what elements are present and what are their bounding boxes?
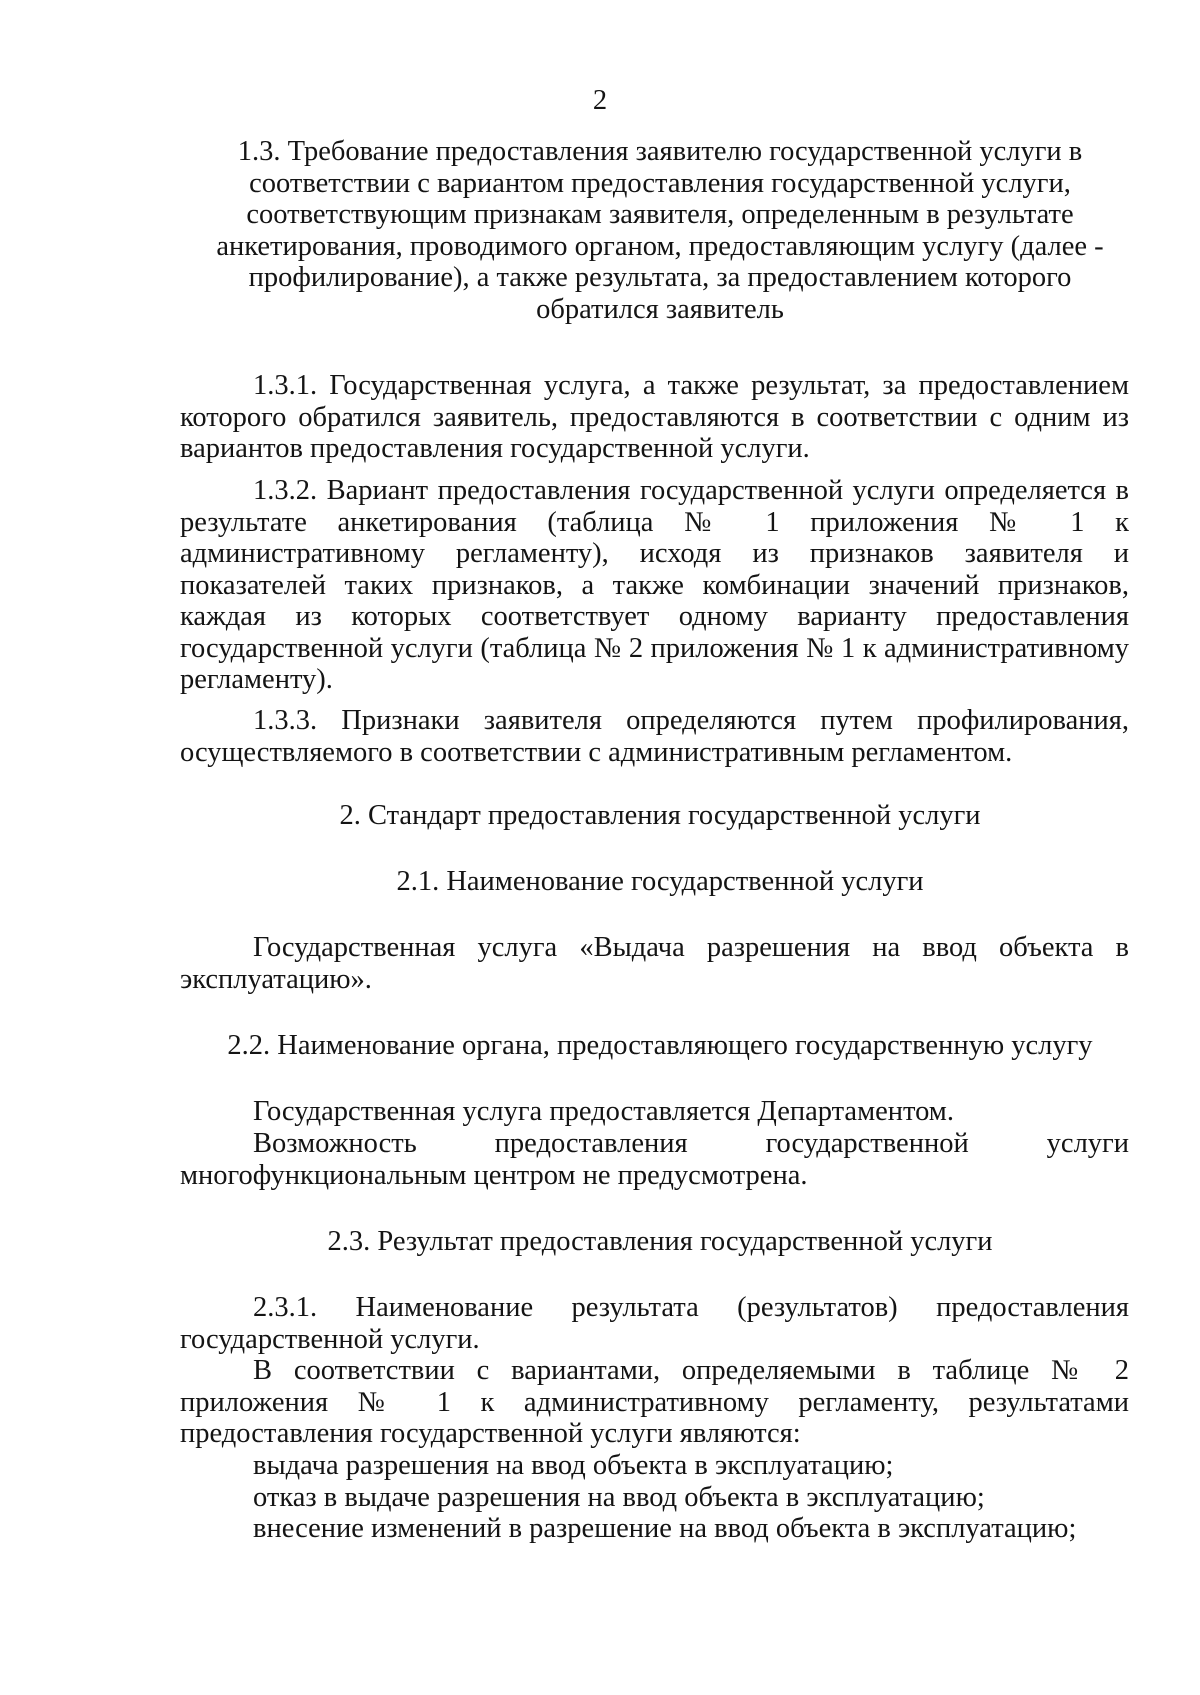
- paragraph-line: В соответствии с вариантами, определяемыми в таблице № 2: [253, 1355, 1129, 1386]
- paragraph-2-3-2: [180, 1355, 1129, 1450]
- paragraph-line: Возможность предоставления государственной услуги: [253, 1128, 1129, 1159]
- paragraph-1-3-1: [180, 370, 1129, 465]
- list-item: отказ в выдаче разрешения на ввод объекта в эксплуатацию;: [253, 1481, 985, 1513]
- paragraph-1-3-3: [180, 705, 1129, 768]
- paragraph-1-3-2: [180, 475, 1129, 696]
- paragraph-line: административному регламенту), исходя из признаков заявителя и: [180, 538, 1129, 569]
- paragraph-line: показателей таких признаков, а также комбинации значений признаков,: [180, 569, 1129, 601]
- section-2-3-heading: [180, 1226, 1140, 1258]
- paragraph-line: 1.3.3. Признаки заявителя определяются путем профилирования,: [253, 705, 1129, 736]
- heading-line: 1.3. Требование предоставления заявителю государственной услуги в: [237, 136, 1083, 167]
- heading-line: 2.2. Наименование органа, предоставляющего государственную услугу: [227, 1030, 1093, 1061]
- heading-line: анкетирования, проводимого органом, предоставляющим услугу (далее -: [216, 230, 1104, 262]
- heading-line: обратился заявитель: [536, 293, 784, 325]
- paragraph-2-2-2: [180, 1128, 1129, 1191]
- heading-line: соответствующим признакам заявителя, определенным в результате: [246, 199, 1074, 230]
- paragraph-2-2-1: [180, 1096, 1129, 1128]
- section-2-1-heading: [180, 866, 1140, 898]
- paragraph-line: Государственная услуга «Выдача разрешения на ввод объекта в: [253, 932, 1129, 963]
- paragraph-line: 1.3.2. Вариант предоставления государственной услуги определяется в: [253, 475, 1129, 506]
- section-2-heading: [180, 800, 1140, 832]
- paragraph-line: приложения № 1 к административному регламенту, результатами: [180, 1386, 1129, 1418]
- paragraph-line: которого обратился заявитель, предоставляются в соответствии с одним из: [180, 401, 1129, 433]
- paragraph-line: каждая из которых соответствует одному варианту предоставления: [180, 601, 1129, 632]
- paragraph-line: результате анкетирования (таблица № 1 приложения № 1 к: [180, 506, 1129, 538]
- heading-line: 2. Стандарт предоставления государственной услуги: [339, 800, 981, 831]
- heading-line: 2.3. Результат предоставления государственной услуги: [327, 1226, 993, 1257]
- paragraph-line: государственной услуги.: [180, 1323, 480, 1355]
- paragraph-line: государственной услуги (таблица № 2 приложения № 1 к административному: [180, 632, 1129, 664]
- paragraph-line: Государственная услуга предоставляется Департаментом.: [253, 1096, 954, 1127]
- heading-line: соответствии с вариантом предоставления государственной услуги,: [249, 167, 1071, 199]
- paragraph-2-1: [180, 932, 1129, 995]
- paragraph-2-3-1: [180, 1292, 1129, 1355]
- result-list: [180, 1450, 1129, 1545]
- list-item: внесение изменений в разрешение на ввод объекта в эксплуатацию;: [253, 1513, 1077, 1544]
- page-number: 2: [592, 85, 608, 116]
- paragraph-line: осуществляемого в соответствии с административным регламентом.: [180, 736, 1013, 768]
- paragraph-line: вариантов предоставления государственной услуги.: [180, 433, 810, 464]
- paragraph-line: многофункциональным центром не предусмотрена.: [180, 1159, 808, 1191]
- heading-line: 2.1. Наименование государственной услуги: [396, 866, 924, 897]
- paragraph-line: предоставления государственной услуги являются:: [180, 1418, 801, 1449]
- paragraph-line: 2.3.1. Наименование результата (результатов) предоставления: [253, 1292, 1129, 1323]
- paragraph-line: эксплуатацию».: [180, 963, 372, 995]
- paragraph-line: регламенту).: [180, 664, 333, 695]
- section-1-3-heading: [180, 136, 1140, 325]
- paragraph-line: 1.3.1. Государственная услуга, а также результат, за предоставлением: [253, 370, 1129, 401]
- list-item: выдача разрешения на ввод объекта в эксплуатацию;: [253, 1450, 894, 1481]
- heading-line: профилирование), а также результата, за предоставлением которого: [248, 262, 1072, 293]
- section-2-2-heading: [180, 1030, 1140, 1062]
